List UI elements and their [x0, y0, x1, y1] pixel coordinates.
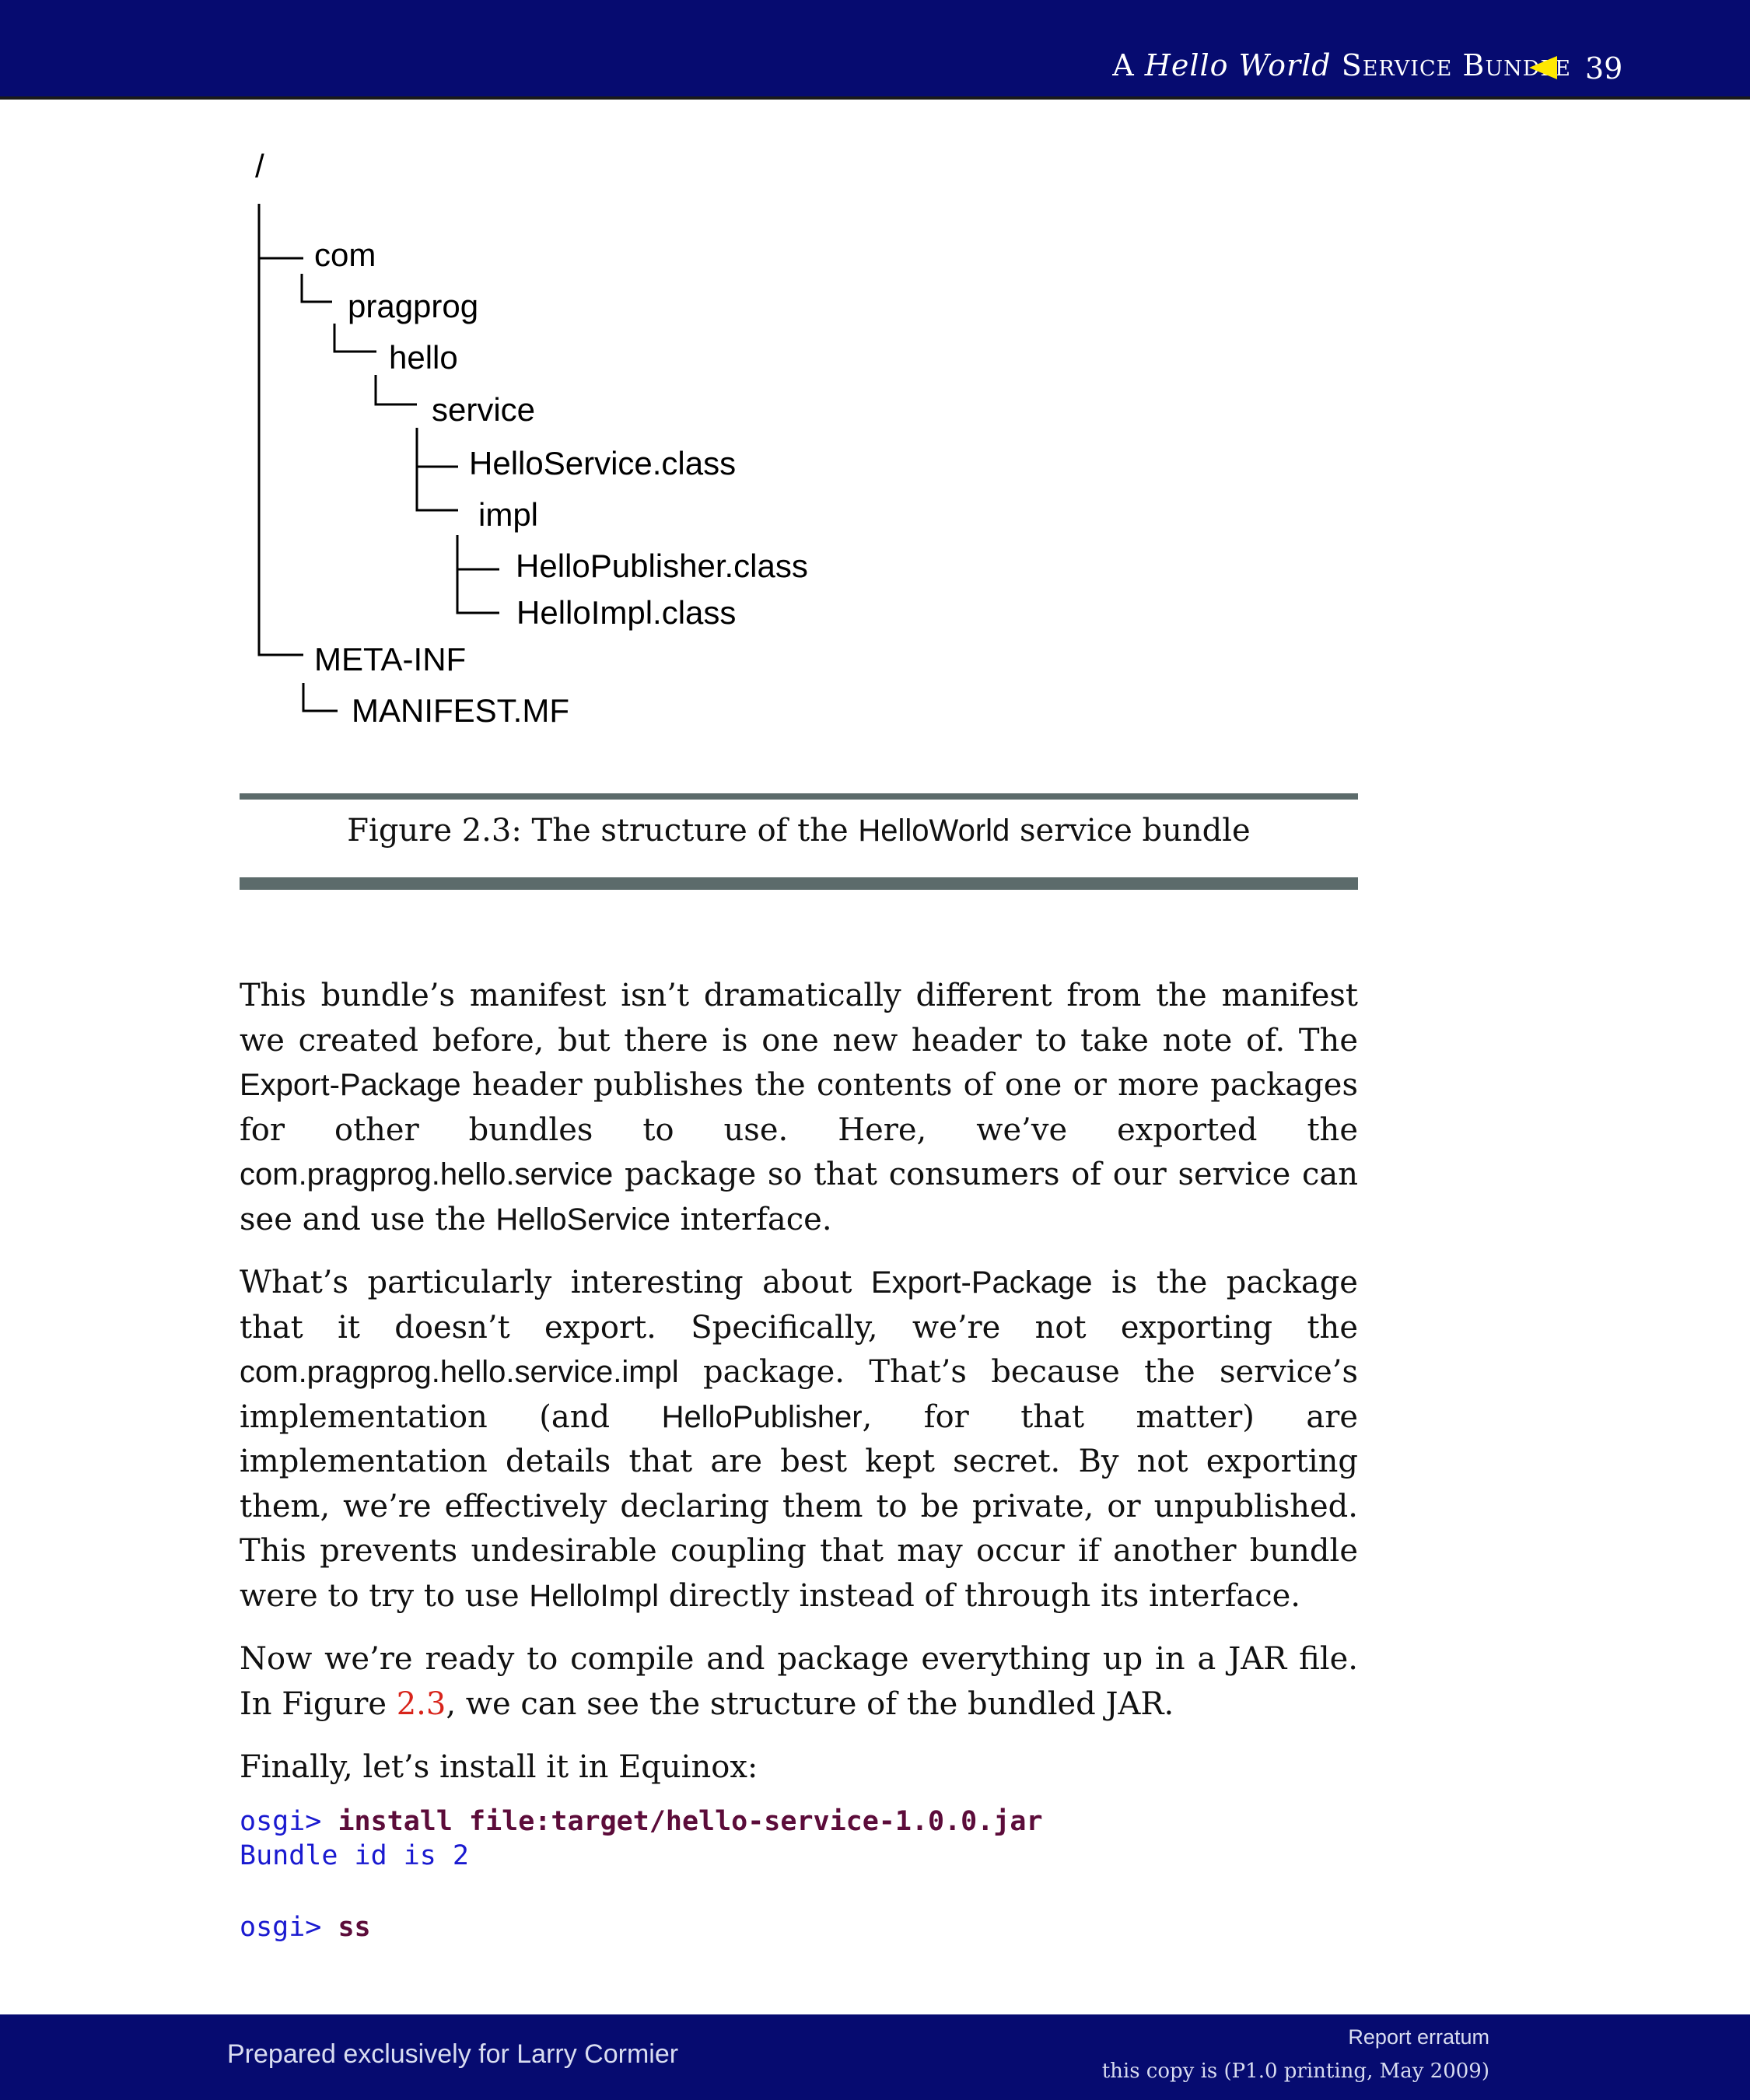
report-erratum-link[interactable]: Report erratum — [1348, 2025, 1489, 2049]
code-output: Bundle id is 2 — [240, 1840, 470, 1871]
running-head-italic: Hello World — [1144, 48, 1332, 82]
p1-text-b: header publishes the contents of one or more packages for other bundles to use. Here, we’ve exported the — [240, 1067, 1358, 1148]
p1-text-c: package so that consumers of our service can see and use the — [240, 1157, 1358, 1237]
p2-text-a: What’s particularly interesting about — [240, 1265, 871, 1300]
figure-reference-link[interactable]: 2.3 — [396, 1685, 446, 1722]
figure-bottom-rule — [240, 877, 1358, 890]
page-number: 39 — [1585, 51, 1623, 86]
p2-code-helloimpl: HelloImpl — [529, 1578, 660, 1613]
p2-code-hellopublisher: HelloPublisher — [661, 1399, 863, 1434]
p2-text-d: , for that matter) are implementation details that are best kept secret. By not exporting them, we’re effectively declaring them to be private, or unpublished. This prevents undesirable coupling that may occur if another bundle were to try to use — [240, 1398, 1358, 1614]
running-head-suffix: Service Bundle — [1331, 48, 1571, 82]
tree-node-helloimpl-class: HelloImpl.class — [516, 594, 737, 631]
caption-suffix: service bundle — [1010, 813, 1251, 849]
code-line-2 — [240, 1839, 469, 1874]
p1-code-helloservice: HelloService — [495, 1202, 670, 1237]
caption-prefix: Figure 2.3: The structure of the — [347, 813, 859, 849]
code-install-command: install file:target/hello-service-1.0.0.jar — [338, 1806, 1043, 1837]
p2-text-b: is the package that it doesn’t export. Specifically, we’re not exporting the — [240, 1265, 1358, 1346]
body-text — [240, 974, 1358, 1809]
tree-node-helloservice-class: HelloService.class — [469, 445, 737, 481]
p1-code-package: com.pragprog.hello.service — [240, 1157, 614, 1192]
paragraph-1 — [240, 974, 1358, 1242]
code-line-1 — [240, 1804, 1043, 1839]
printing-info: this copy is (P1.0 printing, May 2009) — [1101, 2060, 1489, 2083]
code-ss-command: ss — [338, 1912, 371, 1943]
figure-top-rule — [240, 793, 1358, 800]
tree-node-service: service — [432, 391, 536, 428]
tree-node-hellopublisher-class: HelloPublisher.class — [516, 548, 808, 584]
running-head — [1112, 48, 1571, 82]
code-prompt-2: osgi> — [240, 1912, 338, 1943]
tree-node-impl: impl — [478, 496, 539, 533]
p2-code-export-package: Export-Package — [870, 1265, 1093, 1300]
prepared-for-text: Prepared exclusively for Larry Cormier — [227, 2039, 679, 2069]
p3-text-a: Now we’re ready to compile and package everything up in a JAR file. In Figure — [240, 1641, 1358, 1722]
tree-node-pragprog: pragprog — [348, 288, 479, 324]
previous-page-arrow-icon[interactable] — [1529, 56, 1557, 79]
p2-code-impl-package: com.pragprog.hello.service.impl — [240, 1355, 679, 1389]
caption-code: HelloWorld — [858, 814, 1010, 848]
tree-root: / — [255, 148, 264, 184]
p3-text-b: , we can see the structure of the bundled JAR. — [446, 1685, 1174, 1722]
code-line-3 — [240, 1910, 371, 1945]
p1-code-export-package: Export-Package — [240, 1068, 461, 1102]
bundle-structure-tree — [233, 148, 933, 739]
paragraph-4: Finally, let’s install it in Equinox: — [240, 1749, 758, 1785]
code-prompt: osgi> — [240, 1806, 338, 1837]
p2-text-c: package. That’s because the service’s implementation (and — [240, 1354, 1358, 1435]
p2-text-e: directly instead of through its interface. — [659, 1577, 1301, 1614]
paragraph-2 — [240, 1261, 1358, 1619]
tree-node-manifest: MANIFEST.MF — [352, 692, 569, 729]
figure-caption — [240, 813, 1358, 849]
running-head-prefix: A — [1112, 48, 1145, 82]
p1-text-a: This bundle’s manifest isn’t dramatically different from the manifest we created before, but there is one new header to take note of. The — [240, 978, 1358, 1059]
paragraph-3 — [240, 1637, 1358, 1727]
tree-node-com: com — [314, 236, 376, 273]
p1-text-d: interface. — [670, 1201, 832, 1237]
tree-node-meta-inf: META-INF — [314, 641, 467, 677]
tree-node-hello: hello — [389, 339, 458, 376]
